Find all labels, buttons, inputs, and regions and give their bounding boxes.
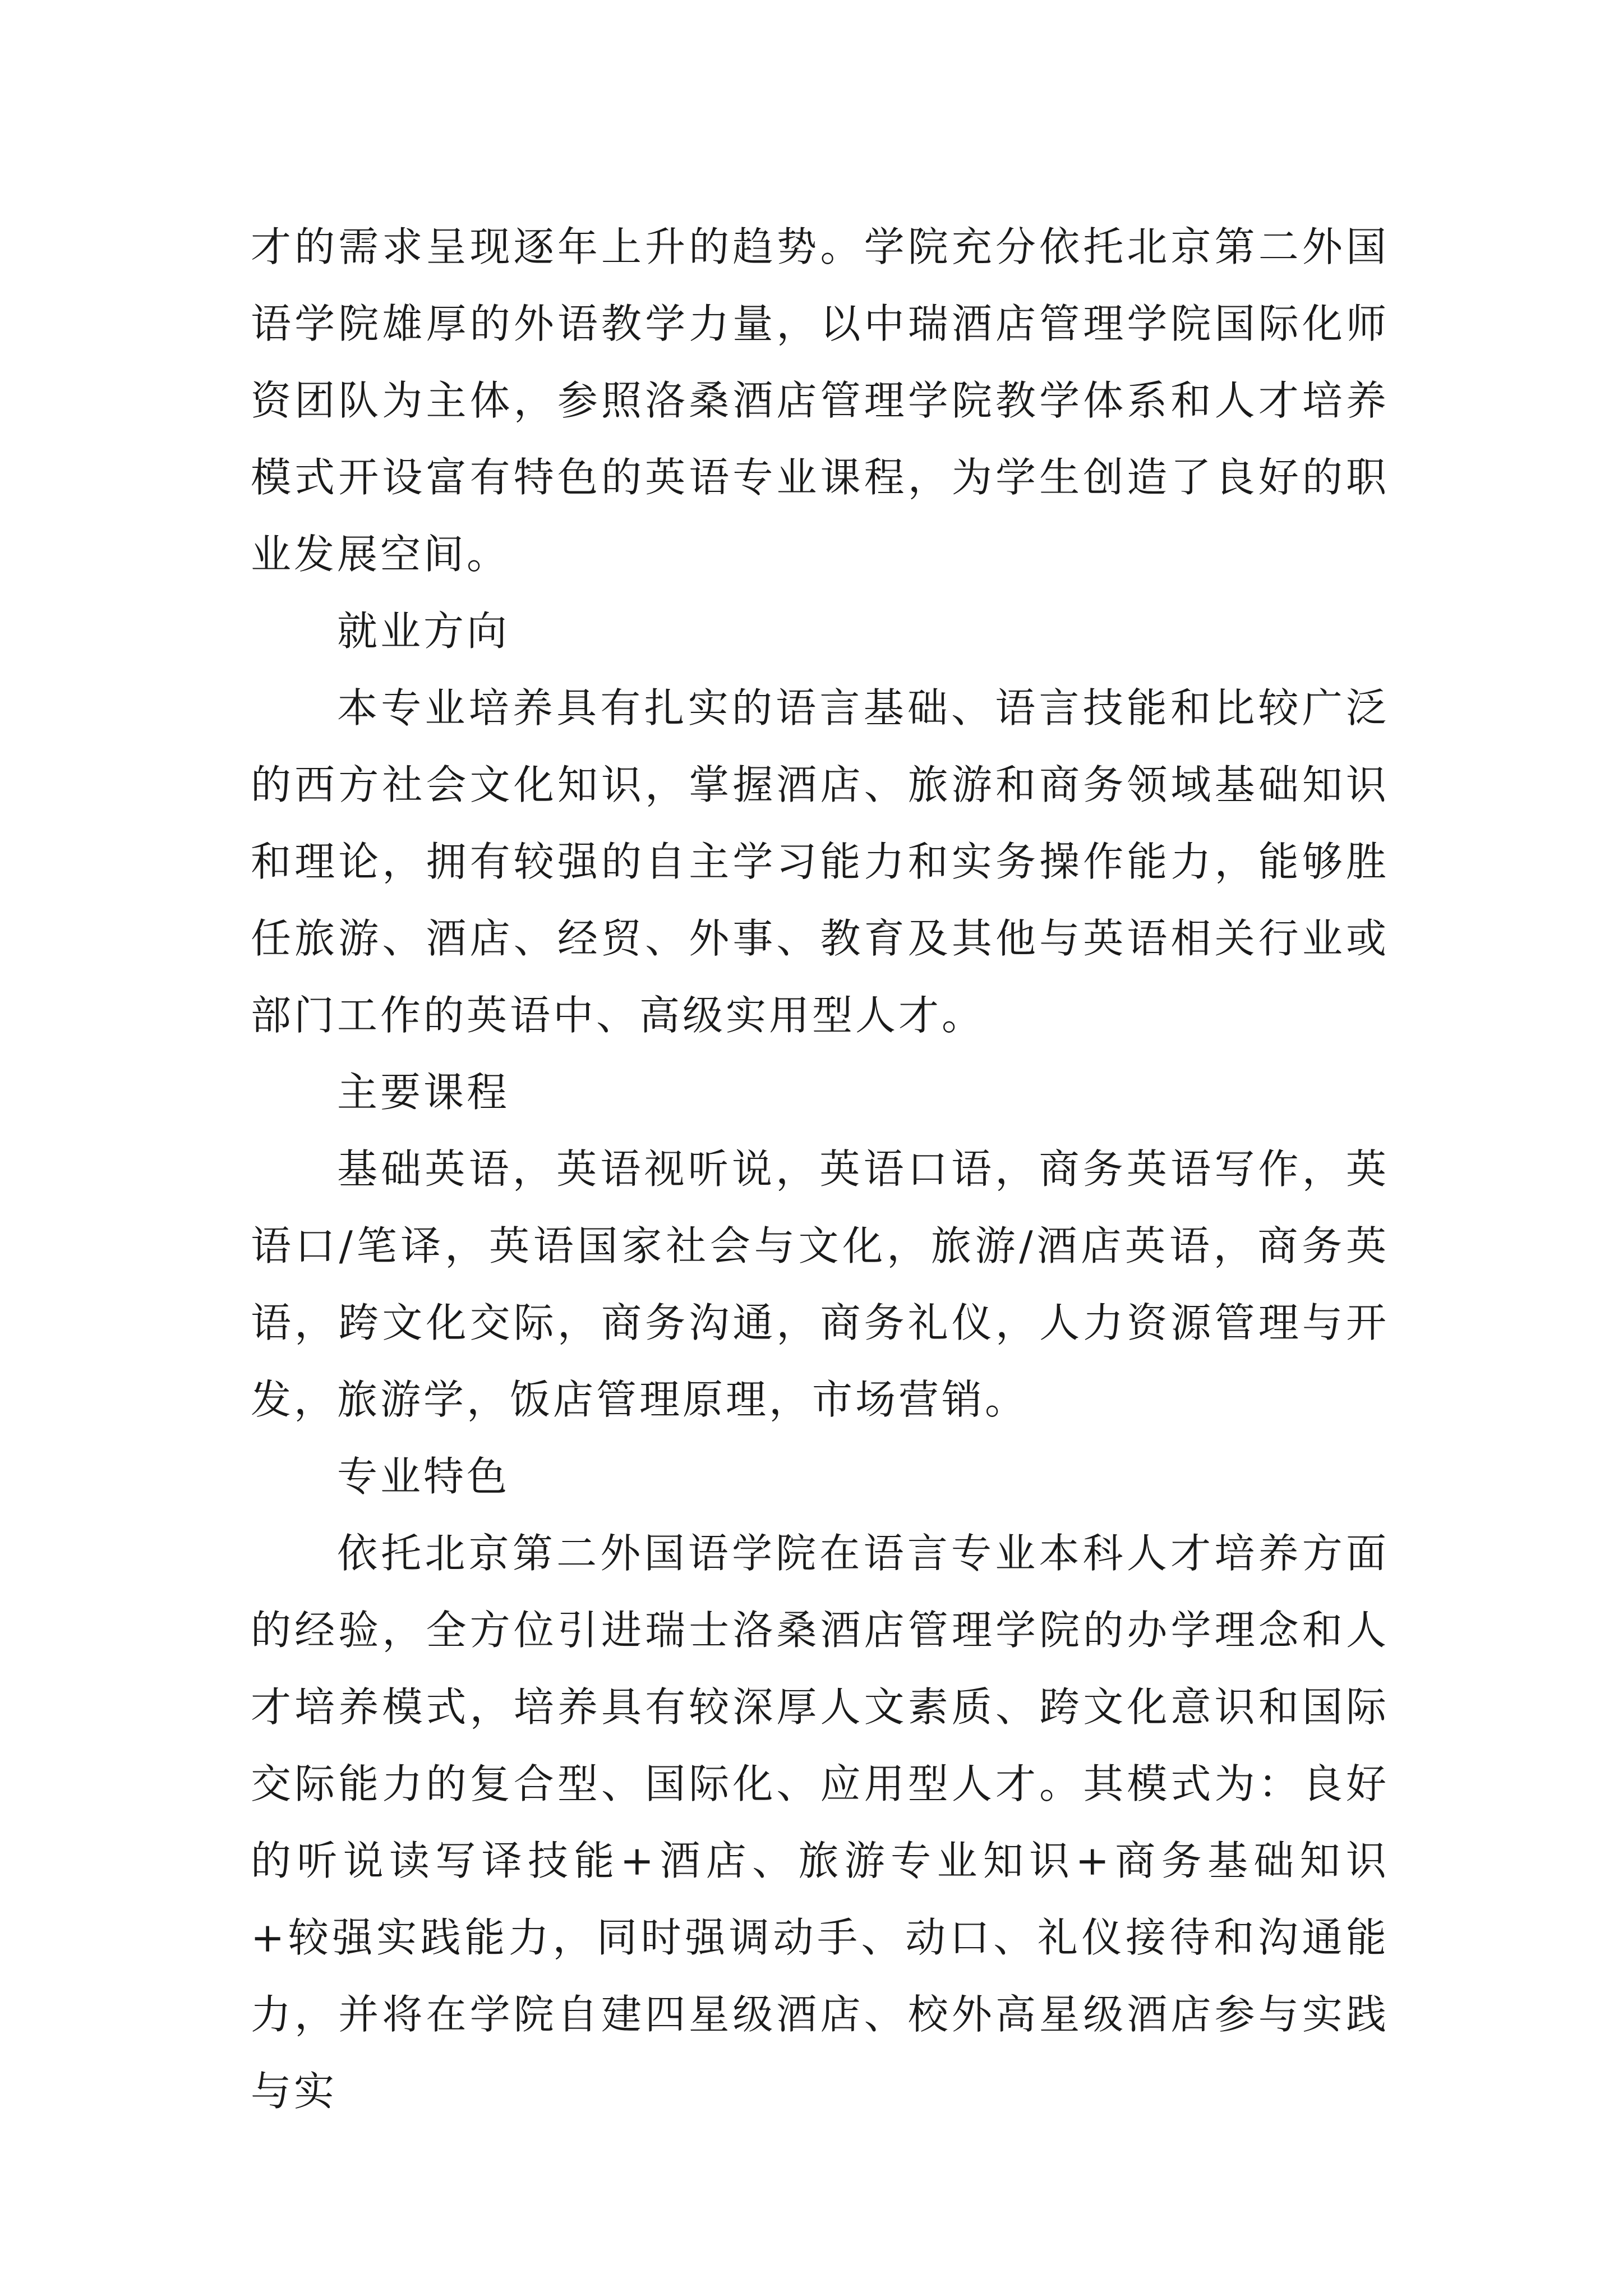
document-body <box>251 209 1389 2130</box>
heading-main-courses: 主要课程 <box>337 1069 510 1116</box>
paragraph-program-features: 依托北京第二外国语学院在语言专业本科人才培养方面的经验，全方位引进瑞士洛桑酒店管理学院的办学理念和人才培养模式，培养具有较深厚人文素质、跨文化意识和国际交际能力的复合型、国际化、应用型人才。其模式为：良好的听说读写译技能+酒店、旅游专业知识+商务基础知识+较强实践能力，同时强调动手、动口、礼仪接待和沟通能力，并将在学院自建四星级酒店、校外高星级酒店参与实践与实 <box>251 1530 1389 2115</box>
heading-employment-direction: 就业方向 <box>337 608 510 655</box>
heading-program-features: 专业特色 <box>337 1453 510 1500</box>
paragraph-employment-direction: 本专业培养具有扎实的语言基础、语言技能和比较广泛的西方社会文化知识，掌握酒店、旅游和商务领域基础知识和理论，拥有较强的自主学习能力和实务操作能力，能够胜任旅游、酒店、经贸、外事、教育及其他与英语相关行业或部门工作的英语中、高级实用型人才。 <box>251 684 1389 1039</box>
paragraph-main-courses: 基础英语，英语视听说，英语口语，商务英语写作，英语口/笔译，英语国家社会与文化，旅游/酒店英语，商务英语，跨文化交际，商务沟通，商务礼仪，人力资源管理与开发，旅游学，饭店管理原理，市场营销。 <box>251 1145 1389 1423</box>
paragraph-intro-continuation: 才的需求呈现逐年上升的趋势。学院充分依托北京第二外国语学院雄厚的外语教学力量，以中瑞酒店管理学院国际化师资团队为主体，参照洛桑酒店管理学院教学体系和人才培养模式开设富有特色的英语专业课程，为学生创造了良好的职业发展空间。 <box>251 223 1389 578</box>
